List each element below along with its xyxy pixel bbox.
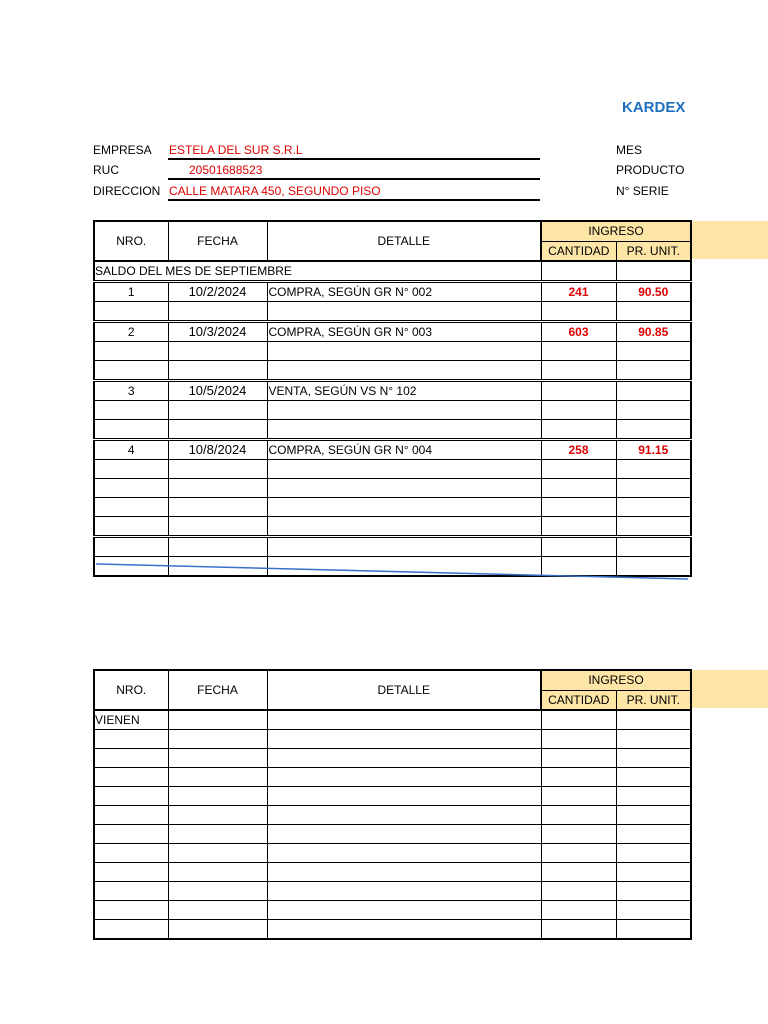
header-pr-unit: PR. UNIT.: [616, 241, 691, 261]
ruc-value: 20501688523: [189, 163, 263, 177]
row-detalle: VENTA, SEGÚN VS N° 102: [267, 381, 541, 401]
row-nro: 2: [94, 322, 168, 342]
empresa-label: EMPRESA: [93, 143, 152, 157]
row-nro: 1: [94, 282, 168, 302]
table-row: [94, 401, 691, 420]
empresa-value: ESTELA DEL SUR S.R.L: [169, 143, 303, 157]
table-row: [94, 787, 691, 806]
table-row: [94, 517, 691, 537]
ruc-underline: [168, 178, 540, 180]
saldo-label: SALDO DEL MES DE SEPTIEMBRE: [94, 261, 541, 282]
row-nro: 4: [94, 440, 168, 460]
table-row: [94, 537, 691, 557]
table-row: [94, 322, 691, 342]
kardex-table-2: [93, 669, 692, 940]
header-fecha: FECHA: [168, 670, 267, 710]
header-ingreso: INGRESO: [541, 670, 691, 690]
row-detalle: COMPRA, SEGÚN GR N° 003: [267, 322, 541, 342]
table-row: [94, 282, 691, 302]
serie-label: N° SERIE: [616, 184, 669, 198]
row-detalle: COMPRA, SEGÚN GR N° 004: [267, 440, 541, 460]
table-row: [94, 261, 691, 282]
table-row: [94, 420, 691, 440]
ingreso-header-extension: [690, 670, 768, 708]
table-row: [94, 768, 691, 787]
row-pr-unit: 90.85: [616, 322, 691, 342]
table-row: [94, 806, 691, 825]
row-cantidad: 603: [541, 322, 616, 342]
row-fecha: 10/8/2024: [168, 440, 267, 460]
kardex-title: KARDEX: [622, 99, 686, 116]
table-row: [94, 920, 691, 940]
row-nro: 3: [94, 381, 168, 401]
table-row: [94, 749, 691, 768]
table-row: [94, 440, 691, 460]
mes-label: MES: [616, 143, 643, 157]
table-row: [94, 361, 691, 381]
row-pr-unit: 91.15: [616, 440, 691, 460]
table-row: [94, 342, 691, 361]
kardex-table-1: [93, 220, 692, 577]
vienen-label: VIENEN: [94, 710, 168, 730]
header-nro: NRO.: [94, 670, 168, 710]
header-ingreso: INGRESO: [541, 221, 691, 241]
table-row: [94, 882, 691, 901]
table-row: [94, 901, 691, 920]
direccion-value: CALLE MATARA 450, SEGUNDO PISO: [169, 184, 381, 198]
header-fecha: FECHA: [168, 221, 267, 261]
row-fecha: 10/5/2024: [168, 381, 267, 401]
row-detalle: COMPRA, SEGÚN GR N° 002: [267, 282, 541, 302]
direccion-underline: [168, 199, 540, 201]
header-detalle: DETALLE: [267, 670, 541, 710]
row-fecha: 10/3/2024: [168, 322, 267, 342]
table-row: [94, 498, 691, 517]
table-row: [94, 479, 691, 498]
row-cantidad: 241: [541, 282, 616, 302]
table-row: [94, 844, 691, 863]
table-row: [94, 825, 691, 844]
row-pr-unit: [616, 381, 691, 401]
ingreso-header-extension: [690, 221, 768, 259]
table-row: [94, 863, 691, 882]
table-row: [94, 710, 691, 730]
row-fecha: 10/2/2024: [168, 282, 267, 302]
row-cantidad: [541, 381, 616, 401]
direccion-label: DIRECCION: [93, 184, 161, 198]
table-row: [94, 381, 691, 401]
header-cantidad: CANTIDAD: [541, 241, 616, 261]
row-pr-unit: 90.50: [616, 282, 691, 302]
table-row: [94, 557, 691, 577]
table-row: [94, 302, 691, 322]
table-row: [94, 730, 691, 749]
header-pr-unit: PR. UNIT.: [616, 690, 691, 710]
header-cantidad: CANTIDAD: [541, 690, 616, 710]
row-cantidad: 258: [541, 440, 616, 460]
header-detalle: DETALLE: [267, 221, 541, 261]
producto-label: PRODUCTO: [616, 163, 685, 177]
header-nro: NRO.: [94, 221, 168, 261]
ruc-label: RUC: [93, 163, 119, 177]
table-row: [94, 460, 691, 479]
empresa-underline: [168, 158, 540, 160]
